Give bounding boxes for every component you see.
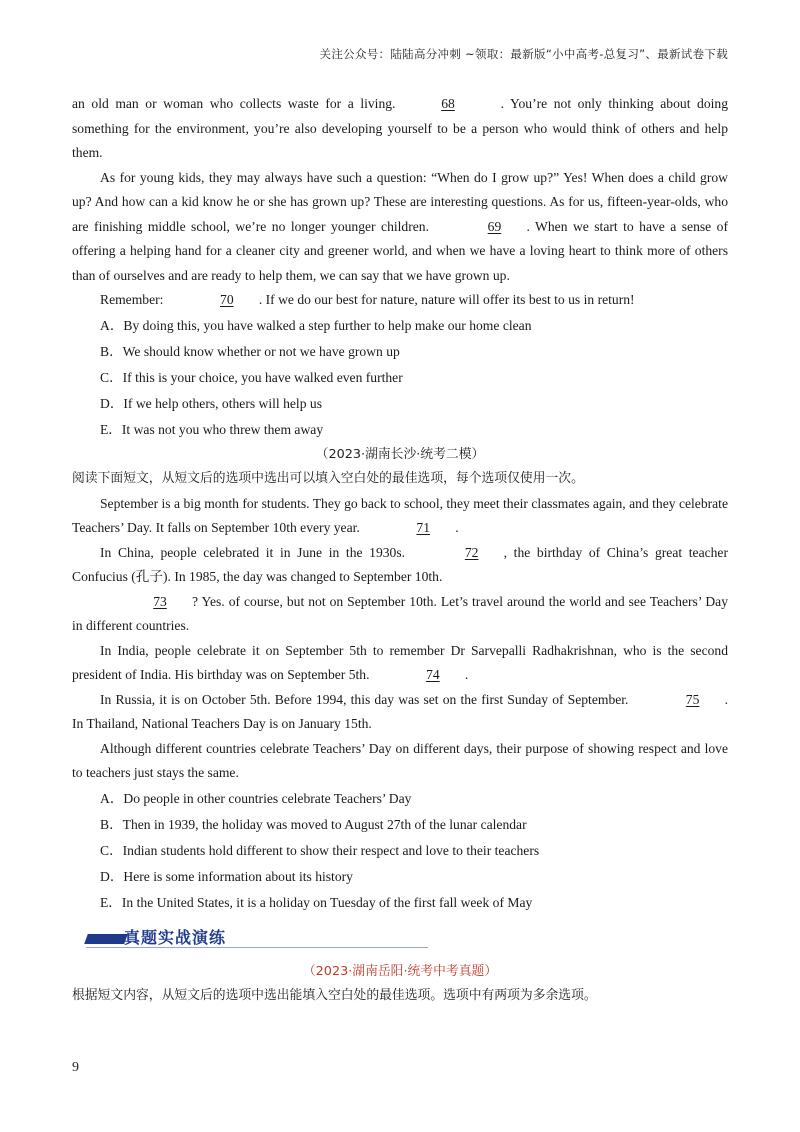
section-source: （2023·湖南岳阳·统考中考真题） [302, 963, 498, 979]
banner-title: 真题实战演练 [124, 927, 227, 947]
paragraph: Although different countries celebrate Teachers’ Day on different days, their purpose of showing respect and love to teachers just stays the same. [72, 740, 728, 780]
paragraph: 73 ? Yes. of course, but not on September 10th. Let’s travel around the world and see Teachers’ Day in different countries. [72, 590, 728, 639]
answer-blank: 71 [416, 520, 430, 535]
paragraph: an old man or woman who collects waste for a living. 68 . You’re not only thinking about doing something for the environment, you’re also developing yourself to be a person who would think of others and help them. [72, 92, 728, 166]
answer-blank: 73 [153, 593, 167, 609]
paragraph: In India, people celebrate it on September 5th to remember Dr Sarvepalli Radhakrishnan, who is the second president of India. His birthday was on September 5th. 74 . [72, 639, 728, 688]
paragraph: September is a big month for students. They go back to school, they meet their classmates again, and they celebrate Teachers’ Day. It falls on September 10th every year. 71 . [72, 492, 728, 541]
answer-blank: 74 [426, 667, 440, 682]
section-instruction: 根据短文内容，从短文后的选项中选出能填入空白处的最佳选项。选项中有两项为多余选项。 [72, 988, 597, 1003]
banner-underline [86, 947, 428, 948]
answer-blank: 68 [441, 96, 455, 111]
paragraph: Remember: 70 . If we do our best for nature, nature will offer its best to us in return! [72, 288, 728, 313]
option-e: E．In the United States, it is a holiday on Tuesday of the first fall week of May [100, 894, 533, 910]
paragraph: In Russia, it is on October 5th. Before 1994, this day was set on the first Sunday of September. 75 . In Thailand, National Teachers Day is on January 15th. [72, 688, 728, 737]
section-instruction: 阅读下面短文，从短文后的选项中选出可以填入空白处的最佳选项，每个选项仅使用一次。 [72, 471, 584, 486]
option-a: A．Do people in other countries celebrate Teachers’ Day [100, 790, 412, 806]
answer-blank: 75 [685, 691, 700, 707]
paragraph: As for young kids, they may always have such a question: “When do I grow up?” Yes! When does a child grow up? And how can a kid know he or she has grown up? These are interesting questions. As for us, fifteen-year-olds, who are finishing middle school, we’re no longer younger children. 69 . When we start to have a sense of offering a helping hand for a cleaner city and greener world, and when we have a loving heart to think more of others than of ourselves and are ready to help them, we can say that we have grown up. [72, 169, 728, 283]
paragraph: In China, people celebrated it in June in the 1930s. 72 , the birthday of China’s great teacher Confucius (孔子). In 1985, the day was changed to September 10th. [72, 541, 728, 590]
page-header: 关注公众号：陆陆高分冲刺 ~领取：最新版“小中高考-总复习”、最新试卷下载 [319, 47, 728, 61]
section-source: （2023·湖南长沙·统考二模） [315, 446, 485, 462]
option-d: D．If we help others, others will help us [100, 395, 322, 411]
option-b: B．We should know whether or not we have grown up [100, 343, 400, 359]
banner-bar-icon [84, 934, 128, 944]
option-d: D．Here is some information about its history [100, 868, 353, 884]
option-c: C．If this is your choice, you have walked even further [100, 369, 403, 385]
answer-blank: 70 [220, 292, 234, 307]
page-number: 9 [72, 1060, 79, 1075]
option-e: E．It was not you who threw them away [100, 421, 324, 437]
option-a: A．By doing this, you have walked a step further to help make our home clean [100, 317, 532, 333]
section-banner [72, 926, 728, 960]
answer-blank: 72 [464, 544, 479, 560]
option-b: B．Then in 1939, the holiday was moved to August 27th of the lunar calendar [100, 816, 527, 832]
document-body [72, 92, 728, 1009]
answer-blank: 69 [487, 218, 502, 234]
option-c: C．Indian students hold different to show their respect and love to their teachers [100, 842, 540, 858]
